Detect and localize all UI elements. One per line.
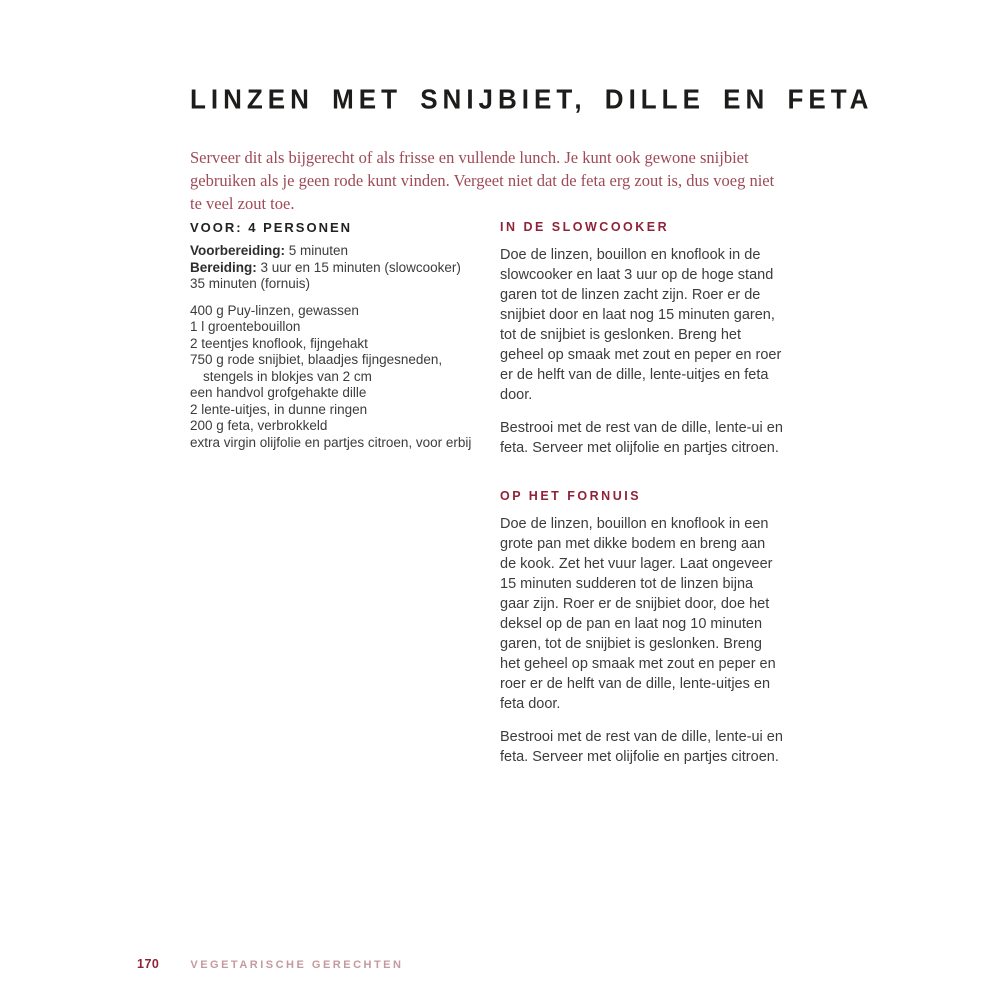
method-slowcooker [500,220,784,458]
ingredient-item: 1 l groentebouillon [190,319,301,334]
ingredient-item: 2 teentjes knoflook, fijngehakt [190,335,368,351]
page-number: 170 [137,957,160,971]
method-slowcooker-heading: IN DE SLOWCOOKER [500,220,670,234]
page-footer [137,957,403,971]
recipe-title: LINZEN MET SNIJBIET, DILLE EN FETA [190,83,874,116]
method-stovetop-heading: OP HET FORNUIS [500,489,642,503]
cook-time-label: Bereiding: [190,259,257,275]
ingredient-item: 200 g feta, verbrokkeld [190,418,328,433]
timing-info [190,243,490,293]
prep-time-label: Voorbereiding: [190,243,286,258]
ingredient-item: 750 g rode snijbiet, blaadjes fijngesneden, stengels in blokjes van 2 cm [190,352,443,384]
recipe-intro: Serveer dit als bijgerecht of als frisse en vullende lunch. Je kunt ook gewone snijbiet gebruiken als je geen rode kunt vinden. Vergeet niet dat de feta erg zout is, dus voeg niet te veel zout toe. [190,147,775,213]
cook-time-alt-line [190,276,490,293]
ingredient-item: een handvol grofgehakte dille [190,385,367,400]
method-paragraph: Doe de linzen, bouillon en knoflook in de slowcooker en laat 3 uur op de hoge stand garen tot de linzen zacht zijn. Roer er de snijbiet door en laat nog 15 minuten garen, tot de snijbiet is geslonken. Breng het geheel op smaak met zout en peper en roer er de helft van de dille, lente-uitjes en feta door. [500,247,782,403]
cook-time-value: 3 uur en 15 minuten (slowcooker) [256,259,461,275]
ingredients-column [190,220,490,451]
ingredient-item: 2 lente-uitjes, in dunne ringen [190,401,368,417]
method-stovetop [500,489,784,767]
method-paragraph: Doe de linzen, bouillon en knoflook in een grote pan met dikke bodem en breng aan de kook. Zet het vuur lager. Laat ongeveer 15 minuten sudderen tot de linzen bijna gaar zijn. Roer er de snijbiet door, doe het deksel op de pan en laat nog 10 minuten garen, tot de snijbiet is geslonken. Breng het geheel op smaak met zout en peper en roer er de helft van de dille, lente-uitjes en feta door. [500,516,776,712]
method-column [500,220,784,780]
method-paragraph: Bestrooi met de rest van de dille, lente-ui en feta. Serveer met olijfolie en partjes citroen. [500,729,783,765]
method-paragraph: Bestrooi met de rest van de dille, lente-ui en feta. Serveer met olijfolie en partjes citroen. [500,420,783,456]
chapter-name: VEGETARISCHE GERECHTEN [190,959,404,971]
prep-time-line [190,243,490,260]
ingredient-item: 400 g Puy-linzen, gewassen [190,302,359,318]
cook-time-line [190,260,490,277]
prep-time-value: 5 minuten [285,243,349,258]
ingredients-list [190,303,490,452]
ingredient-item: extra virgin olijfolie en partjes citroen, voor erbij [190,434,472,450]
serves-label: VOOR: 4 PERSONEN [190,220,353,235]
cook-time-alt-value: 35 minuten (fornuis) [190,276,311,291]
